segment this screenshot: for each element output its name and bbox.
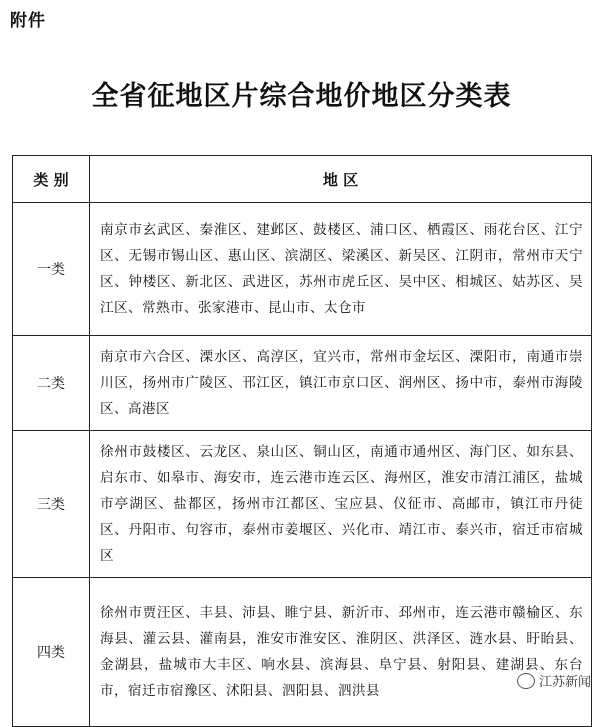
table-row [13,203,592,336]
classification-table [12,155,592,727]
region-cell: 徐州市鼓楼区、云龙区、泉山区、铜山区，南通市通州区、海门区、如东县、启东市、如皋市、海安市，连云港市连云区、海州区，淮安市清江浦区，盐城市亭湖区、盐都区，扬州市江都区、宝应县、仪征市、高邮市，镇江市丹徒区、丹阳市、句容市，泰州市姜堰区、兴化市、靖江市、泰兴市，宿迁市宿城区 [90,431,592,578]
category-cell: 四类 [13,578,90,727]
region-cell: 南京市六合区、溧水区、高淳区，宜兴市，常州市金坛区、溧阳市，南通市崇川区，扬州市广陵区、邗江区，镇江市京口区、润州区、扬中市，泰州市海陵区、高港区 [90,336,592,431]
attachment-label: 附件 [10,11,46,31]
header-category: 类 别 [13,156,90,203]
category-cell: 二类 [13,336,90,431]
table-row [13,578,592,727]
table-header-row [13,156,592,203]
category-cell: 三类 [13,431,90,578]
watermark [517,671,591,690]
watermark-text: 江苏新闻 [538,675,591,690]
wechat-icon [517,673,535,689]
header-region: 地 区 [90,156,592,203]
category-cell: 一类 [13,203,90,336]
table-row [13,431,592,578]
region-cell: 徐州市贾汪区、丰县、沛县、睢宁县、新沂市、邳州市，连云港市赣榆区、东海县、灌云县、灌南县，淮安市淮安区、淮阴区、洪泽区、涟水县、盱眙县、金湖县，盐城市大丰区、响水县、滨海县、阜宁县、射阳县、建湖县、东台市，宿迁市宿豫区、沭阳县、泗阳县、泗洪县 [90,578,592,727]
page-title: 全省征地区片综合地价地区分类表 [91,81,512,112]
region-cell: 南京市玄武区、秦淮区、建邺区、鼓楼区、浦口区、栖霞区、雨花台区、江宁区、无锡市锡山区、惠山区、滨湖区、梁溪区、新吴区、江阴市，常州市天宁区、钟楼区、新北区、武进区，苏州市虎丘区、吴中区、相城区、姑苏区、吴江区、常熟市、张家港市、昆山市、太仓市 [90,203,592,336]
table-row [13,336,592,431]
